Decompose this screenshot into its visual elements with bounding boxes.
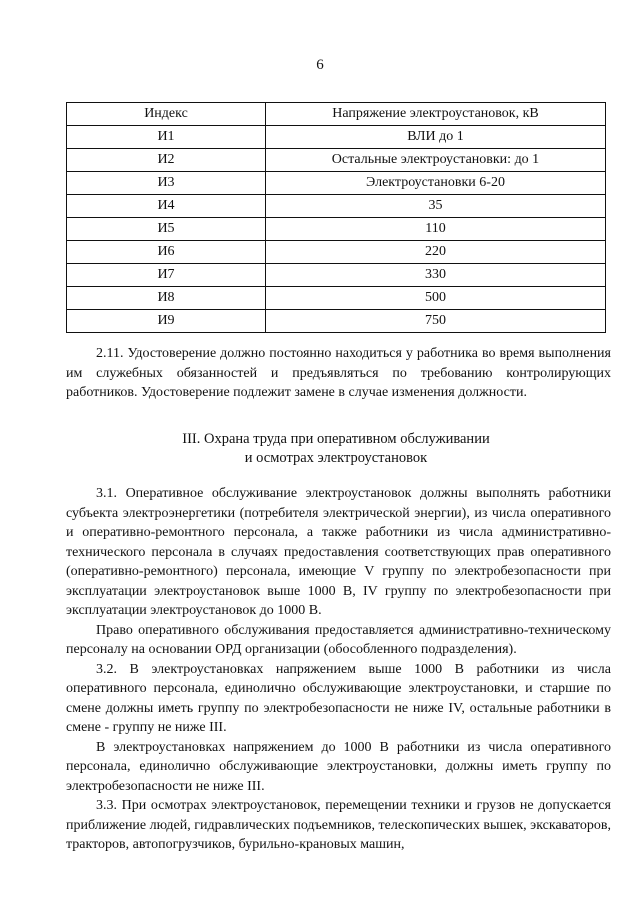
voltage-cell: 110 bbox=[266, 218, 606, 241]
section-heading bbox=[66, 430, 606, 468]
table-row bbox=[67, 264, 606, 287]
voltage-cell: ВЛИ до 1 bbox=[266, 126, 606, 149]
table-row bbox=[67, 287, 606, 310]
index-cell: И3 bbox=[67, 172, 266, 195]
voltage-cell: Остальные электроустановки: до 1 bbox=[266, 149, 606, 172]
column-header-voltage: Напряжение электроустановок, кВ bbox=[266, 103, 606, 126]
section-title-line-1: III. Охрана труда при оперативном обслуживании bbox=[182, 431, 490, 447]
table-row bbox=[67, 172, 606, 195]
voltage-cell: 220 bbox=[266, 241, 606, 264]
index-cell: И2 bbox=[67, 149, 266, 172]
paragraph-3-3: 3.3. При осмотрах электроустановок, перемещении техники и грузов не допускается приближение людей, гидравлических подъемников, телескопических вышек, экскаваторов, тракторов, автопогрузчиков, бурильно-крановых машин, bbox=[66, 798, 611, 852]
paragraph-3-2: 3.2. В электроустановках напряжением выше 1000 В работники из числа оперативного персонала, единолично обслуживающие электроустановки, и старшие по смене должны иметь группу по электробезопасности не ниже IV, остальные работники в смене - группу не ниже III. bbox=[66, 661, 611, 735]
paragraph-3-1: 3.1. Оперативное обслуживание электроустановок должны выполнять работники субъекта электроэнергетики (потребителя электрической энергии), из числа оперативного и оперативно-ремонтного персонала, а также работники из числа административно-технического персонала в случаях предоставления соответствующих прав оперативного (оперативно-ремонтного) персонала, имеющие V группу по электробезопасности при эксплуатации электроустановок выше 1000 В, IV группу по электробезопасности при эксплуатации электроустановок до 1000 В. bbox=[66, 486, 611, 618]
voltage-cell: 500 bbox=[266, 287, 606, 310]
section-title-line-2: и осмотрах электроустановок bbox=[244, 450, 428, 466]
index-cell: И1 bbox=[67, 126, 266, 149]
paragraph-2-11: 2.11. Удостоверение должно постоянно находиться у работника во время выполнения им служебных обязанностей и предъявляться по требованию контролирующих работников. Удостоверение подлежит замене в случае изменения должности. bbox=[66, 346, 611, 400]
voltage-index-table bbox=[66, 102, 606, 333]
index-cell: И4 bbox=[67, 195, 266, 218]
index-cell: И6 bbox=[67, 241, 266, 264]
paragraph-2-11-block bbox=[66, 344, 611, 403]
paragraph-up-to-1000v: В электроустановках напряжением до 1000 В работники из числа оперативного персонала, единолично обслуживающие электроустановки, должны иметь группу по электробезопасности не ниже III. bbox=[66, 739, 611, 794]
table-header-row bbox=[67, 103, 606, 126]
index-cell: И9 bbox=[67, 310, 266, 333]
voltage-cell: 35 bbox=[266, 195, 606, 218]
table-row bbox=[67, 241, 606, 264]
page-number: 6 bbox=[316, 57, 324, 73]
voltage-cell: 750 bbox=[266, 310, 606, 333]
section-3-body bbox=[66, 484, 611, 855]
table-row bbox=[67, 218, 606, 241]
table-row bbox=[67, 195, 606, 218]
voltage-cell: Электроустановки 6-20 bbox=[266, 172, 606, 195]
index-cell: И7 bbox=[67, 264, 266, 287]
voltage-cell: 330 bbox=[266, 264, 606, 287]
paragraph-operational-right: Право оперативного обслуживания предоставляется административно-техническому персоналу на основании ОРД организации (обособленного подразделения). bbox=[66, 622, 611, 657]
table-row bbox=[67, 310, 606, 333]
table-row bbox=[67, 149, 606, 172]
index-cell: И8 bbox=[67, 287, 266, 310]
index-cell: И5 bbox=[67, 218, 266, 241]
column-header-index: Индекс bbox=[67, 103, 266, 126]
table-row bbox=[67, 126, 606, 149]
